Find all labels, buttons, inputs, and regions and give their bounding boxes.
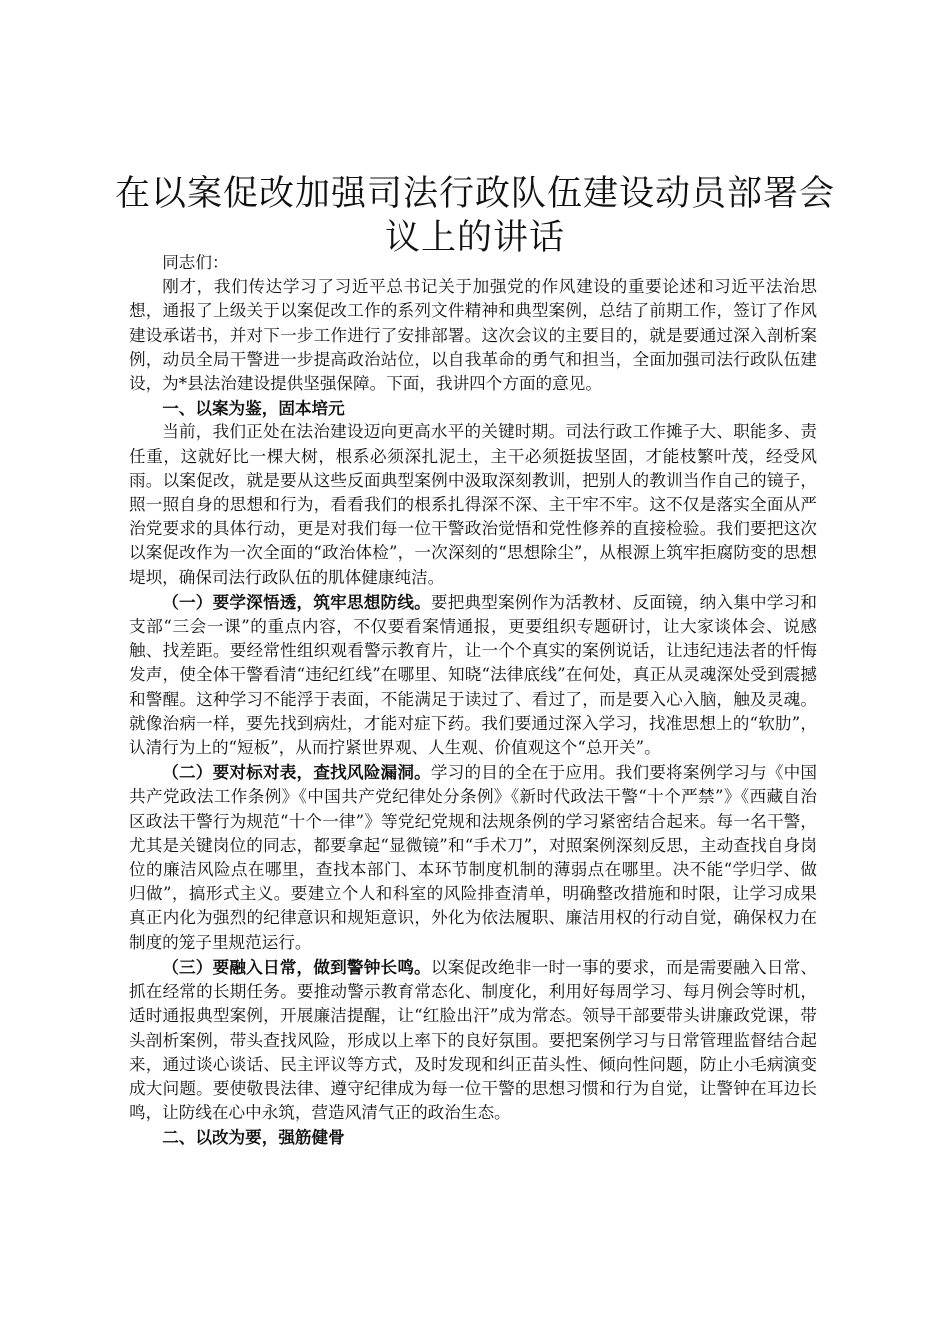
subsection-3-lead: （三）要融入日常，做到警钟长鸣。 — [162, 956, 431, 977]
section-heading-2: 二、以改为要，强筋健骨 — [162, 1127, 345, 1148]
subsection-2-paragraph — [129, 760, 817, 955]
subsection-3-text: 以案促改绝非一时一事的要求，而是需要融入日常、抓在经常的长期任务。要推动警示教育常态化、制度化，利用好每周学习、每月例会等时机，适时通报典型案例，开展廉洁提醒，让“红脸出汗”成为常态。领导干部要带头讲廉政党课，带头剖析案例，带头查找风险，形成以上率下的良好氛围。要把案例学习与日常管理监督结合起来，通过谈心谈话、民主评议等方式，及时发现和纠正苗头性、倾向性问题，防止小毛病演变成大问题。要使敬畏法律、遵守纪律成为每一位干警的思想习惯和行为自觉，让警钟在耳边长鸣，让防线在心中永筑，营造风清气正的政治生态。 — [129, 957, 818, 1123]
subsection-3-paragraph — [129, 955, 817, 1125]
subsection-1-lead: （一）要学深悟透，筑牢思想防线。 — [162, 591, 431, 612]
intro-paragraph: 刚才，我们传达学习了习近平总书记关于加强党的作风建设的重要论述和习近平法治思想，通报了上级关于以案促改工作的系列文件精神和典型案例，总结了前期工作，签订了作风建设承诺书，并对下一步工作进行了安排部署。这次会议的主要目的，就是要通过深入剖析案例，动员全局干警进一步提高政治站位，以自我革命的勇气和担当，全面加强司法行政队伍建设，为*县法治建设提供坚强保障。下面，我讲四个方面的意见。 — [129, 277, 817, 394]
subsection-1-text: 要把典型案例作为活教材、反面镜，纳入集中学习和支部“三会一课”的重点内容，不仅要看案情通报，更要组织专题研讨，让大家谈体会、说感触、找差距。要经常性组织观看警示教育片，让一个个真实的案例说话，让违纪违法者的忏悔发声，使全体干警看清“违纪红线”在哪里、知晓“法律底线”在何处，真正从灵魂深处受到震撼和警醒。这种学习不能浮于表面，不能满足于读过了、看过了，而是要入心入脑，触及灵魂。就像治病一样，要先找到病灶，才能对症下药。我们要通过深入学习，找准思想上的“软肋”，认清行为上的“短板”，从而拧紧世界观、人生观、价值观这个“总开关”。 — [129, 592, 818, 758]
document-body — [129, 251, 817, 1150]
subsection-1-paragraph — [129, 590, 817, 760]
section-heading-1: 一、以案为鉴，固本培元 — [162, 398, 345, 419]
document-title: 在以案促改加强司法行政队伍建设动员部署会议上的讲话 — [114, 174, 835, 258]
subsection-2-text: 学习的目的全在于应用。我们要将案例学习与《中国共产党政法工作条例》《中国共产党纪律处分条例》《新时代政法干警“十个严禁”》《西藏自治区政法干警行为规范“十个一律”》等党纪党规和法规条例的学习紧密结合起来。每一名干警，尤其是关键岗位的同志，都要拿起“显微镜”和“手术刀”，对照案例深刻反思，主动查找自身岗位的廉洁风险点在哪里，查找本部门、本环节制度机制的薄弱点在哪里。决不能“学归学、做归做”，搞形式主义。要建立个人和科室的风险排查清单，明确整改措施和时限，让学习成果真正内化为强烈的纪律意识和规矩意识，外化为依法履职、廉洁用权的行动自觉，确保权力在制度的笼子里规范运行。 — [129, 763, 818, 952]
salutation: 同志们： — [162, 253, 229, 272]
section-1-paragraph: 当前，我们正处在法治建设迈向更高水平的关键时期。司法行政工作摊子大、职能多、责任重，这就好比一棵大树，根系必须深扎泥土，主干必须挺拔坚固，才能枝繁叶茂，经受风雨。以案促改，就是要从这些反面典型案例中汲取深刻教训，把别人的教训当作自己的镜子，照一照自身的思想和行为，看看我们的根系扎得深不深、主干牢不牢。这不仅是落实全面从严治党要求的具体行动，更是对我们每一位干警政治觉悟和党性修养的直接检验。我们要把这次以案促改作为一次全面的“政治体检”，一次深刻的“思想除尘”，从根源上筑牢拒腐防变的思想堤坝，确保司法行政队伍的肌体健康纯洁。 — [129, 422, 817, 587]
subsection-2-lead: （二）要对标对表，查找风险漏洞。 — [162, 762, 431, 783]
